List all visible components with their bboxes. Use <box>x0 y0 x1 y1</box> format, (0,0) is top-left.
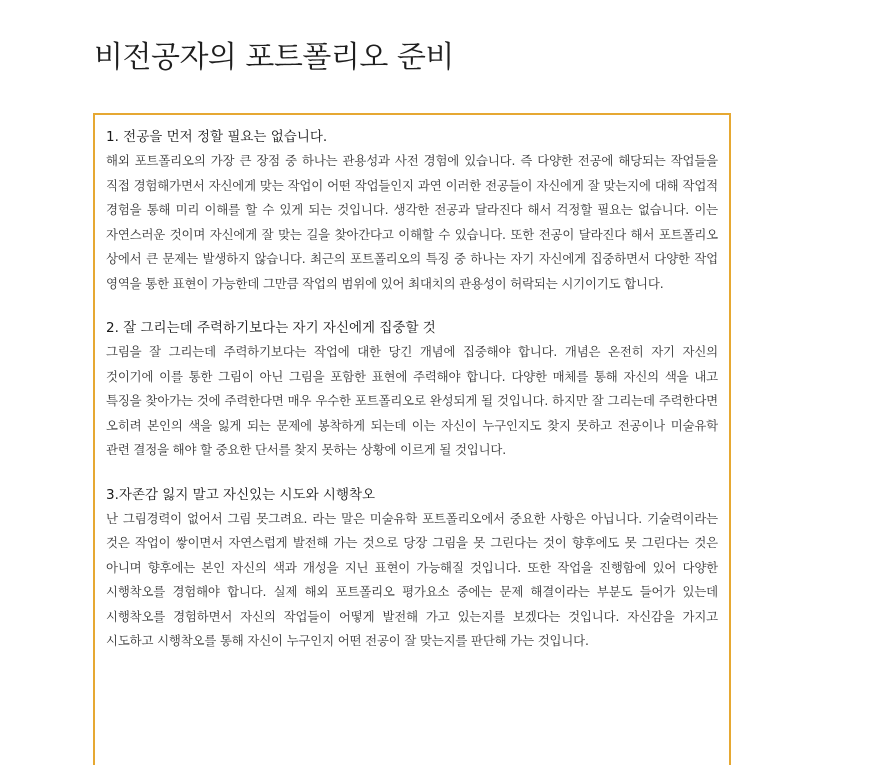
section-2 <box>106 316 718 463</box>
section-heading: 2. 잘 그리는데 주력하기보다는 자기 자신에게 집중할 것 <box>106 320 436 336</box>
section-heading: 1. 전공을 먼저 정할 필요는 없습니다. <box>106 129 328 145</box>
page-title: 비전공자의 포트폴리오 준비 <box>94 40 454 75</box>
section-heading: 3.자존감 잃지 말고 자신있는 시도와 시행착오 <box>106 486 376 503</box>
content-box <box>93 113 731 765</box>
section-body: 난 그림경력이 없어서 그림 못그려요. 라는 말은 미술유학 포트폴리오에서 중요한 사항은 아닙니다. 기술력이라는 것은 작업이 쌓이면서 자연스럽게 발전해 가는 것으로 당장 그림을 못 그린다는 것이 향후에도 못 그린다는 것은 아니며 향후에는 본인 자신의 색과 개성을 지닌 표현이 가능해질 것입니다. 또한 작업을 진행함에 있어 다양한 시행착오를 경험해야 합니다. 실제 해외 포트폴리오 평가요소 중에는 문제 해결이라는 부분도 들어가 있는데 시행착오를 경험하면서 자신의 작업들이 어떻게 발전해 가고 있는지를 보겠다는 것입니다. 자신감을 가지고 시도하고 시행착오를 통해 자신이 누구인지 어떤 전공이 잘 맞는지를 판단해 가는 것입니다. <box>106 510 718 648</box>
section-body: 해외 포트폴리오의 가장 큰 장점 중 하나는 관용성과 사전 경험에 있습니다. 즉 다양한 전공에 해당되는 작업들을 직접 경험해가면서 자신에게 맞는 작업이 어떤 작업들인지 과연 이러한 전공들이 자신에게 잘 맞는지에 대해 작업적 경험을 통해 미리 이해를 할 수 있게 되는 것입니다. 생각한 전공과 달라진다 해서 걱정할 필요는 없습니다. 이는 자연스러운 것이며 자신에게 잘 맞는 길을 찾아간다고 이해할 수 있습니다. 또한 전공이 달라진다 해서 포트폴리오 상에서 큰 문제는 발생하지 않습니다. 최근의 포트폴리오의 특징 중 하나는 자기 자신에게 집중하면서 다양한 작업 영역을 통한 표현이 가능한데 그만큼 작업의 범위에 있어 최대치의 관용성이 허락되는 시기이기도 합니다. <box>106 153 718 291</box>
section-1 <box>106 125 718 296</box>
section-3 <box>106 483 718 654</box>
section-body: 그림을 잘 그리는데 주력하기보다는 작업에 대한 당긴 개념에 집중해야 합니다. 개념은 온전히 자기 자신의 것이기에 이를 통한 그림이 아닌 그림을 포함한 표현에 주력해야 합니다. 다양한 매체를 통해 자신의 색을 내고 특징을 찾아가는 것에 주력한다면 매우 우수한 포트폴리오로 완성되게 될 것입니다. 하지만 잘 그리는데 주력한다면 오히려 본인의 색을 잃게 되는 문제에 봉착하게 되는데 이는 자신이 누구인지도 찾지 못하고 전공이나 미술유학 관련 결정을 해야 할 중요한 단서를 찾지 못하는 상황에 이르게 될 것입니다. <box>106 344 718 457</box>
